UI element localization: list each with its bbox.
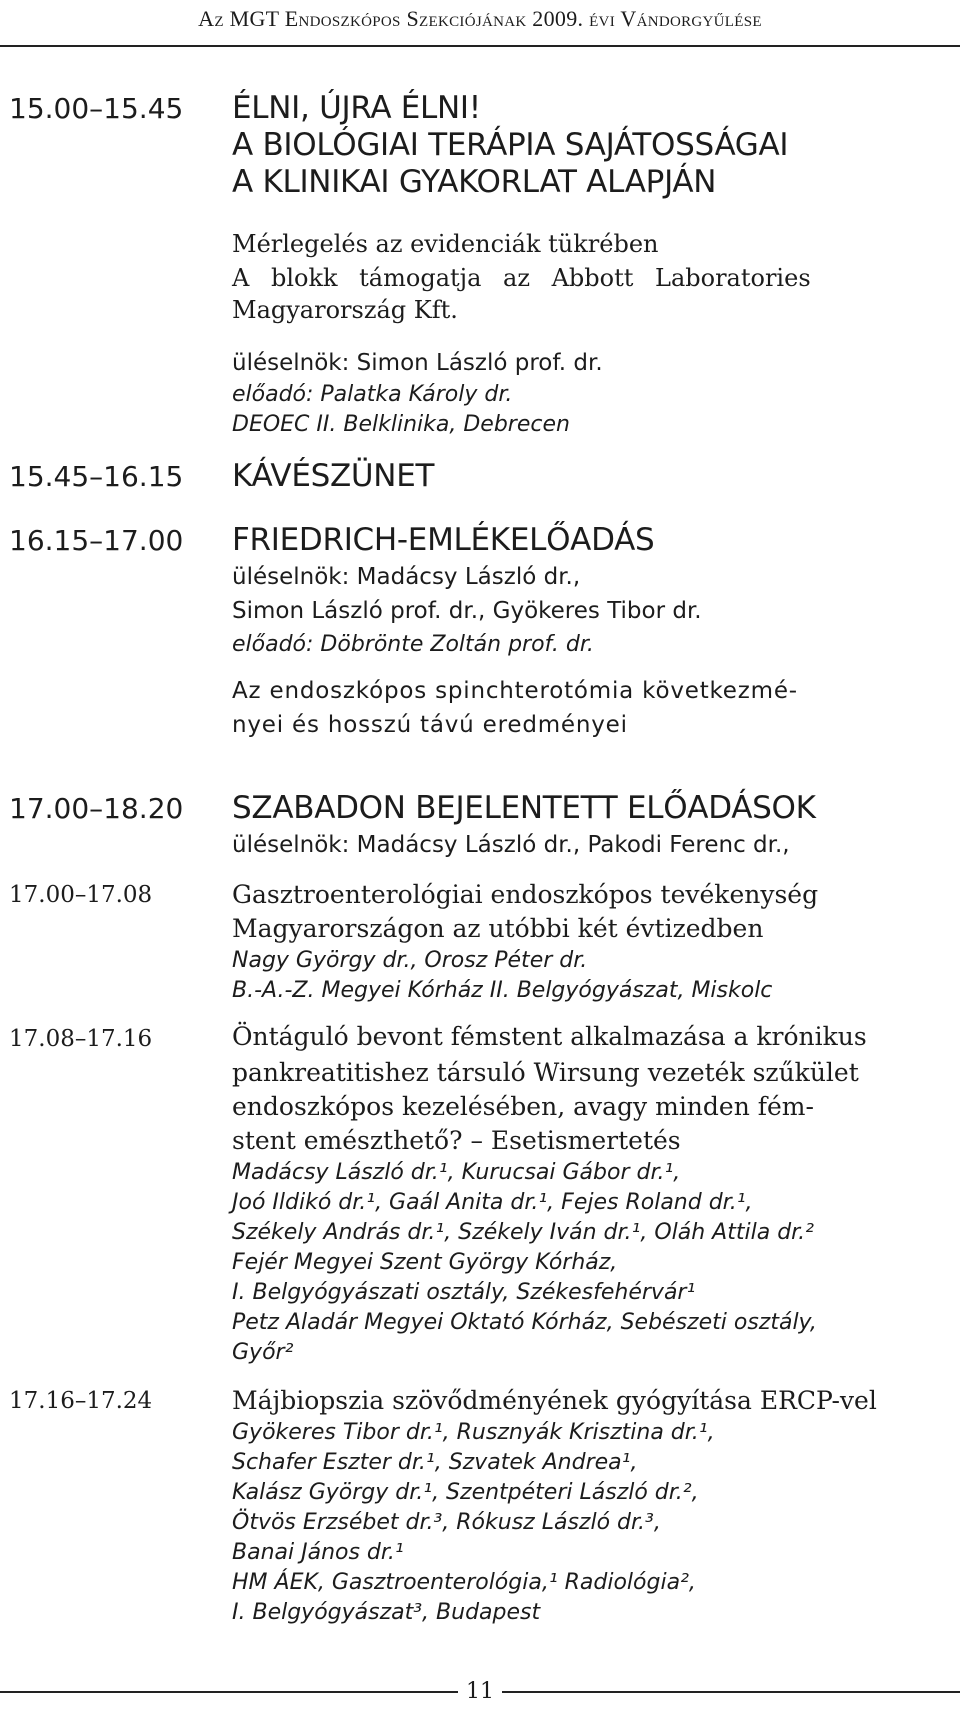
block-subtitle-line: A blokk támogatja az Abbott Laboratories [232, 264, 811, 292]
talk-author-line: Kalász György dr.¹, Szentpéteri László dr.², [232, 1480, 699, 1505]
block-title-line: A BIOLÓGIAI TERÁPIA SAJÁTOSSÁGAI [232, 127, 789, 163]
block-title-line: A KLINIKAI GYAKORLAT ALAPJÁN [232, 164, 717, 200]
talk-author-line: Banai János dr.¹ [232, 1540, 404, 1565]
block-subtitle-line: Magyarország Kft. [232, 296, 458, 324]
talk-author-line: I. Belgyógyászati osztály, Székesfehérvár¹ [232, 1280, 696, 1305]
block-title-line: ÉLNI, ÚJRA ÉLNI! [232, 90, 481, 126]
session-chair: Simon László prof. dr., Gyökeres Tibor dr. [232, 598, 702, 624]
talk-author-line: Nagy György dr., Orosz Péter dr. [232, 948, 588, 973]
talk-author-line: Székely András dr.¹, Székely Iván dr.¹, Oláh Attila dr.² [232, 1220, 814, 1245]
lecture-title-line: Az endoszkópos spinchterotómia következmé- [232, 678, 798, 704]
talk-title-line: Májbiopszia szövődményének gyógyítása ERCP-vel [232, 1386, 877, 1415]
talk-author-line: Ötvös Erzsébet dr.³, Rókusz László dr.³, [232, 1510, 661, 1535]
block-time: 17.00–18.20 [9, 792, 184, 825]
talk-time: 17.00–17.08 [9, 882, 153, 908]
talk-title-line: Öntáguló bevont fémstent alkalmazása a krónikus [232, 1022, 867, 1051]
header-title: Az MGT Endoszkópos Szekciójának 2009. évi Vándorgyűlése [198, 6, 762, 31]
speaker: előadó: Döbrönte Zoltán prof. dr. [232, 632, 594, 657]
block-title: KÁVÉSZÜNET [232, 458, 435, 494]
page-number: 11 [458, 1680, 502, 1704]
affiliation: DEOEC II. Belklinika, Debrecen [232, 412, 570, 437]
session-chair: üléselnök: Madácsy László dr., Pakodi Ferenc dr., [232, 832, 790, 858]
talk-author-line: Petz Aladár Megyei Oktató Kórház, Sebészeti osztály, [232, 1310, 817, 1335]
talk-author-line: Győr² [232, 1340, 294, 1365]
block-title: FRIEDRICH-EMLÉKELŐADÁS [232, 522, 655, 558]
speaker: előadó: Palatka Károly dr. [232, 382, 513, 407]
talk-author-line: Fejér Megyei Szent György Kórház, [232, 1250, 618, 1275]
session-chair: üléselnök: Madácsy László dr., [232, 564, 581, 590]
lecture-title-line: nyei és hosszú távú eredményei [232, 712, 628, 738]
talk-author-line: I. Belgyógyászat³, Budapest [232, 1600, 541, 1625]
talk-title-line: Gasztroenterológiai endoszkópos tevékenység [232, 880, 819, 909]
talk-title-line: endoszkópos kezelésében, avagy minden fém- [232, 1092, 814, 1121]
block-time: 15.00–15.45 [9, 92, 184, 125]
block-title: SZABADON BEJELENTETT ELŐADÁSOK [232, 790, 816, 826]
talk-title-line: Magyarországon az utóbbi két évtizedben [232, 914, 764, 943]
block-time: 16.15–17.00 [9, 524, 184, 557]
running-header [0, 0, 960, 47]
talk-title-line: stent emészthető? – Esetismertetés [232, 1126, 681, 1155]
talk-author-line: Gyökeres Tibor dr.¹, Rusznyák Krisztina dr.¹, [232, 1420, 715, 1445]
talk-author-line: Schafer Eszter dr.¹, Szvatek Andrea¹, [232, 1450, 638, 1475]
talk-author-line: Madácsy László dr.¹, Kurucsai Gábor dr.¹, [232, 1160, 681, 1185]
talk-title-line: pankreatitishez társuló Wirsung vezeték szűkület [232, 1058, 859, 1087]
talk-time: 17.16–17.24 [9, 1388, 153, 1414]
session-chair: üléselnök: Simon László prof. dr. [232, 350, 603, 376]
block-subtitle-line: Mérlegelés az evidenciák tükrében [232, 230, 659, 258]
talk-time: 17.08–17.16 [9, 1026, 153, 1052]
talk-author-line: Joó Ildikó dr.¹, Gaál Anita dr.¹, Fejes Roland dr.¹, [232, 1190, 753, 1215]
block-time: 15.45–16.15 [9, 460, 184, 493]
talk-author-line: HM ÁEK, Gasztroenterológia,¹ Radiológia², [232, 1570, 696, 1595]
talk-author-line: B.-A.-Z. Megyei Kórház II. Belgyógyászat, Miskolc [232, 978, 773, 1003]
